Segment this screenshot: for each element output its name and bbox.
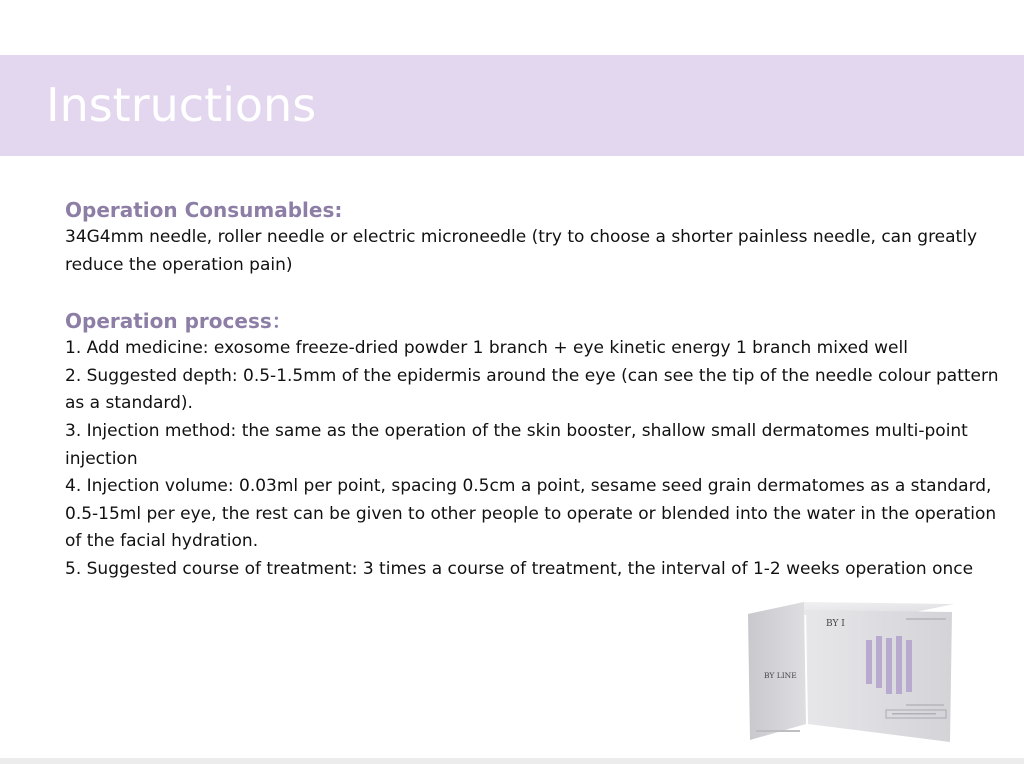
footer-divider bbox=[0, 758, 1024, 764]
title-banner bbox=[0, 55, 1024, 156]
consumables-heading: Operation Consumables: bbox=[65, 198, 343, 222]
brand-top-text: BY I bbox=[826, 619, 845, 629]
process-step-3: 3. Injection method: the same as the operation of the skin booster, shallow small dermatomes multi-point injection bbox=[65, 420, 968, 469]
process-heading: Operation process： bbox=[65, 309, 292, 334]
process-step-5: 5. Suggested course of treatment: 3 times a course of treatment, the interval of 1-2 weeks operation once bbox=[65, 558, 974, 579]
brand-side-text: BY LINE bbox=[764, 671, 797, 680]
consumables-text: 34G4mm needle, roller needle or electric microneedle (try to choose a shorter painless needle, can greatly reduce the operation pain) bbox=[65, 227, 978, 275]
process-step-1: 1. Add medicine: exosome freeze-dried powder 1 branch + eye kinetic energy 1 branch mixed well bbox=[65, 338, 908, 359]
product-box-image bbox=[746, 600, 956, 744]
page-title: Instructions bbox=[46, 78, 317, 132]
process-step-2: 2. Suggested depth: 0.5-1.5mm of the epidermis around the eye (can see the tip of the needle colour pattern as a standard). bbox=[65, 365, 999, 414]
process-step-4: 4. Injection volume: 0.03ml per point, spacing 0.5cm a point, sesame seed grain dermatomes as a standard, 0.5-15ml per eye, the rest can be given to other people to operate or blended into the water in the operation of the facial hydration. bbox=[65, 476, 997, 552]
instructions-content bbox=[65, 196, 1000, 584]
